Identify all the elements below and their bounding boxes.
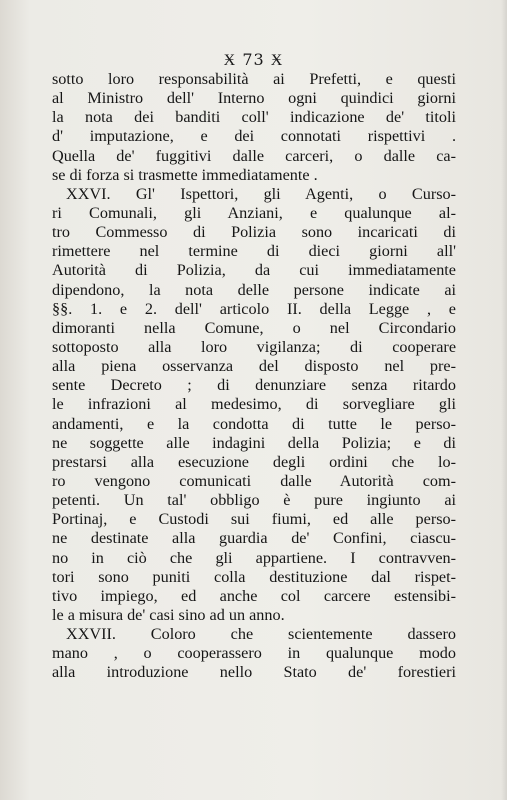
text-line: d' imputazione, e dei connotati rispettivi . xyxy=(52,127,456,146)
body-text xyxy=(52,70,456,683)
text-line: ne soggette alle indagini della Polizia; e di xyxy=(52,433,456,452)
text-line: mano , o cooperassero in qualunque modo xyxy=(52,644,456,663)
text-line: se di forza si trasmette immediatamente . xyxy=(52,165,318,184)
text-line: tivo impiego, ed anche col carcere estensibi- xyxy=(52,586,456,605)
text-line: Quella de' fuggitivi dalle carceri, o dalle ca- xyxy=(52,146,456,165)
text-line: Autorità di Polizia, da cui immediatamente xyxy=(52,261,456,280)
page-edge-shadow xyxy=(501,0,507,800)
text-line: andamenti, e la condotta di tutte le perso- xyxy=(52,414,456,433)
text-line: sotto loro responsabilità ai Prefetti, e questi xyxy=(52,70,456,88)
page-number-header: Ӿ 73 Ӿ xyxy=(223,50,284,69)
text-line: tro Commesso di Polizia sono incaricati di xyxy=(52,223,456,242)
text-line: le infrazioni al medesimo, di sorvegliare gli xyxy=(52,395,456,414)
text-line: sente Decreto ; di denunziare senza ritardo xyxy=(52,376,456,395)
text-line: alla introduzione nello Stato de' forestieri xyxy=(52,663,456,682)
text-line: rimettere nel termine di dieci giorni all' xyxy=(52,242,456,261)
text-line: no in ciò che gli appartiene. I contravven- xyxy=(52,548,456,567)
text-line: §§. 1. e 2. dell' articolo II. della Legge , e xyxy=(52,299,456,318)
text-line: ne destinate alla guardia de' Confini, ciascu- xyxy=(52,529,456,548)
text-line: petenti. Un tal' obbligo è pure ingiunto ai xyxy=(52,491,456,510)
text-line: le a misura de' casi sino ad un anno. xyxy=(52,605,285,624)
text-line: prestarsi alla esecuzione degli ordini che lo- xyxy=(52,452,456,471)
text-line: ri Comunali, gli Anziani, e qualunque al- xyxy=(52,203,456,222)
text-line: tori sono puniti colla destituzione dal rispet- xyxy=(52,567,456,586)
text-line: la nota dei banditi coll' indicazione de' titoli xyxy=(52,108,456,127)
text-line: ro vengono comunicati dalle Autorità com- xyxy=(52,471,456,490)
text-line: sottoposto alla loro vigilanza; di cooperare xyxy=(52,337,456,356)
text-line: Portinaj, e Custodi sui fiumi, ed alle perso- xyxy=(52,510,456,529)
text-line: alla piena osservanza del disposto nel pre- xyxy=(52,357,456,376)
text-line: al Ministro dell' Interno ogni quindici giorni xyxy=(52,89,456,108)
text-line: dimoranti nella Comune, o nel Circondario xyxy=(52,318,456,337)
text-line: dipendono, la nota delle persone indicate ai xyxy=(52,280,456,299)
text-line: XXVII. Coloro che scientemente dassero xyxy=(66,625,456,644)
text-line: XXVI. Gl' Ispettori, gli Agenti, o Curso- xyxy=(66,184,456,203)
